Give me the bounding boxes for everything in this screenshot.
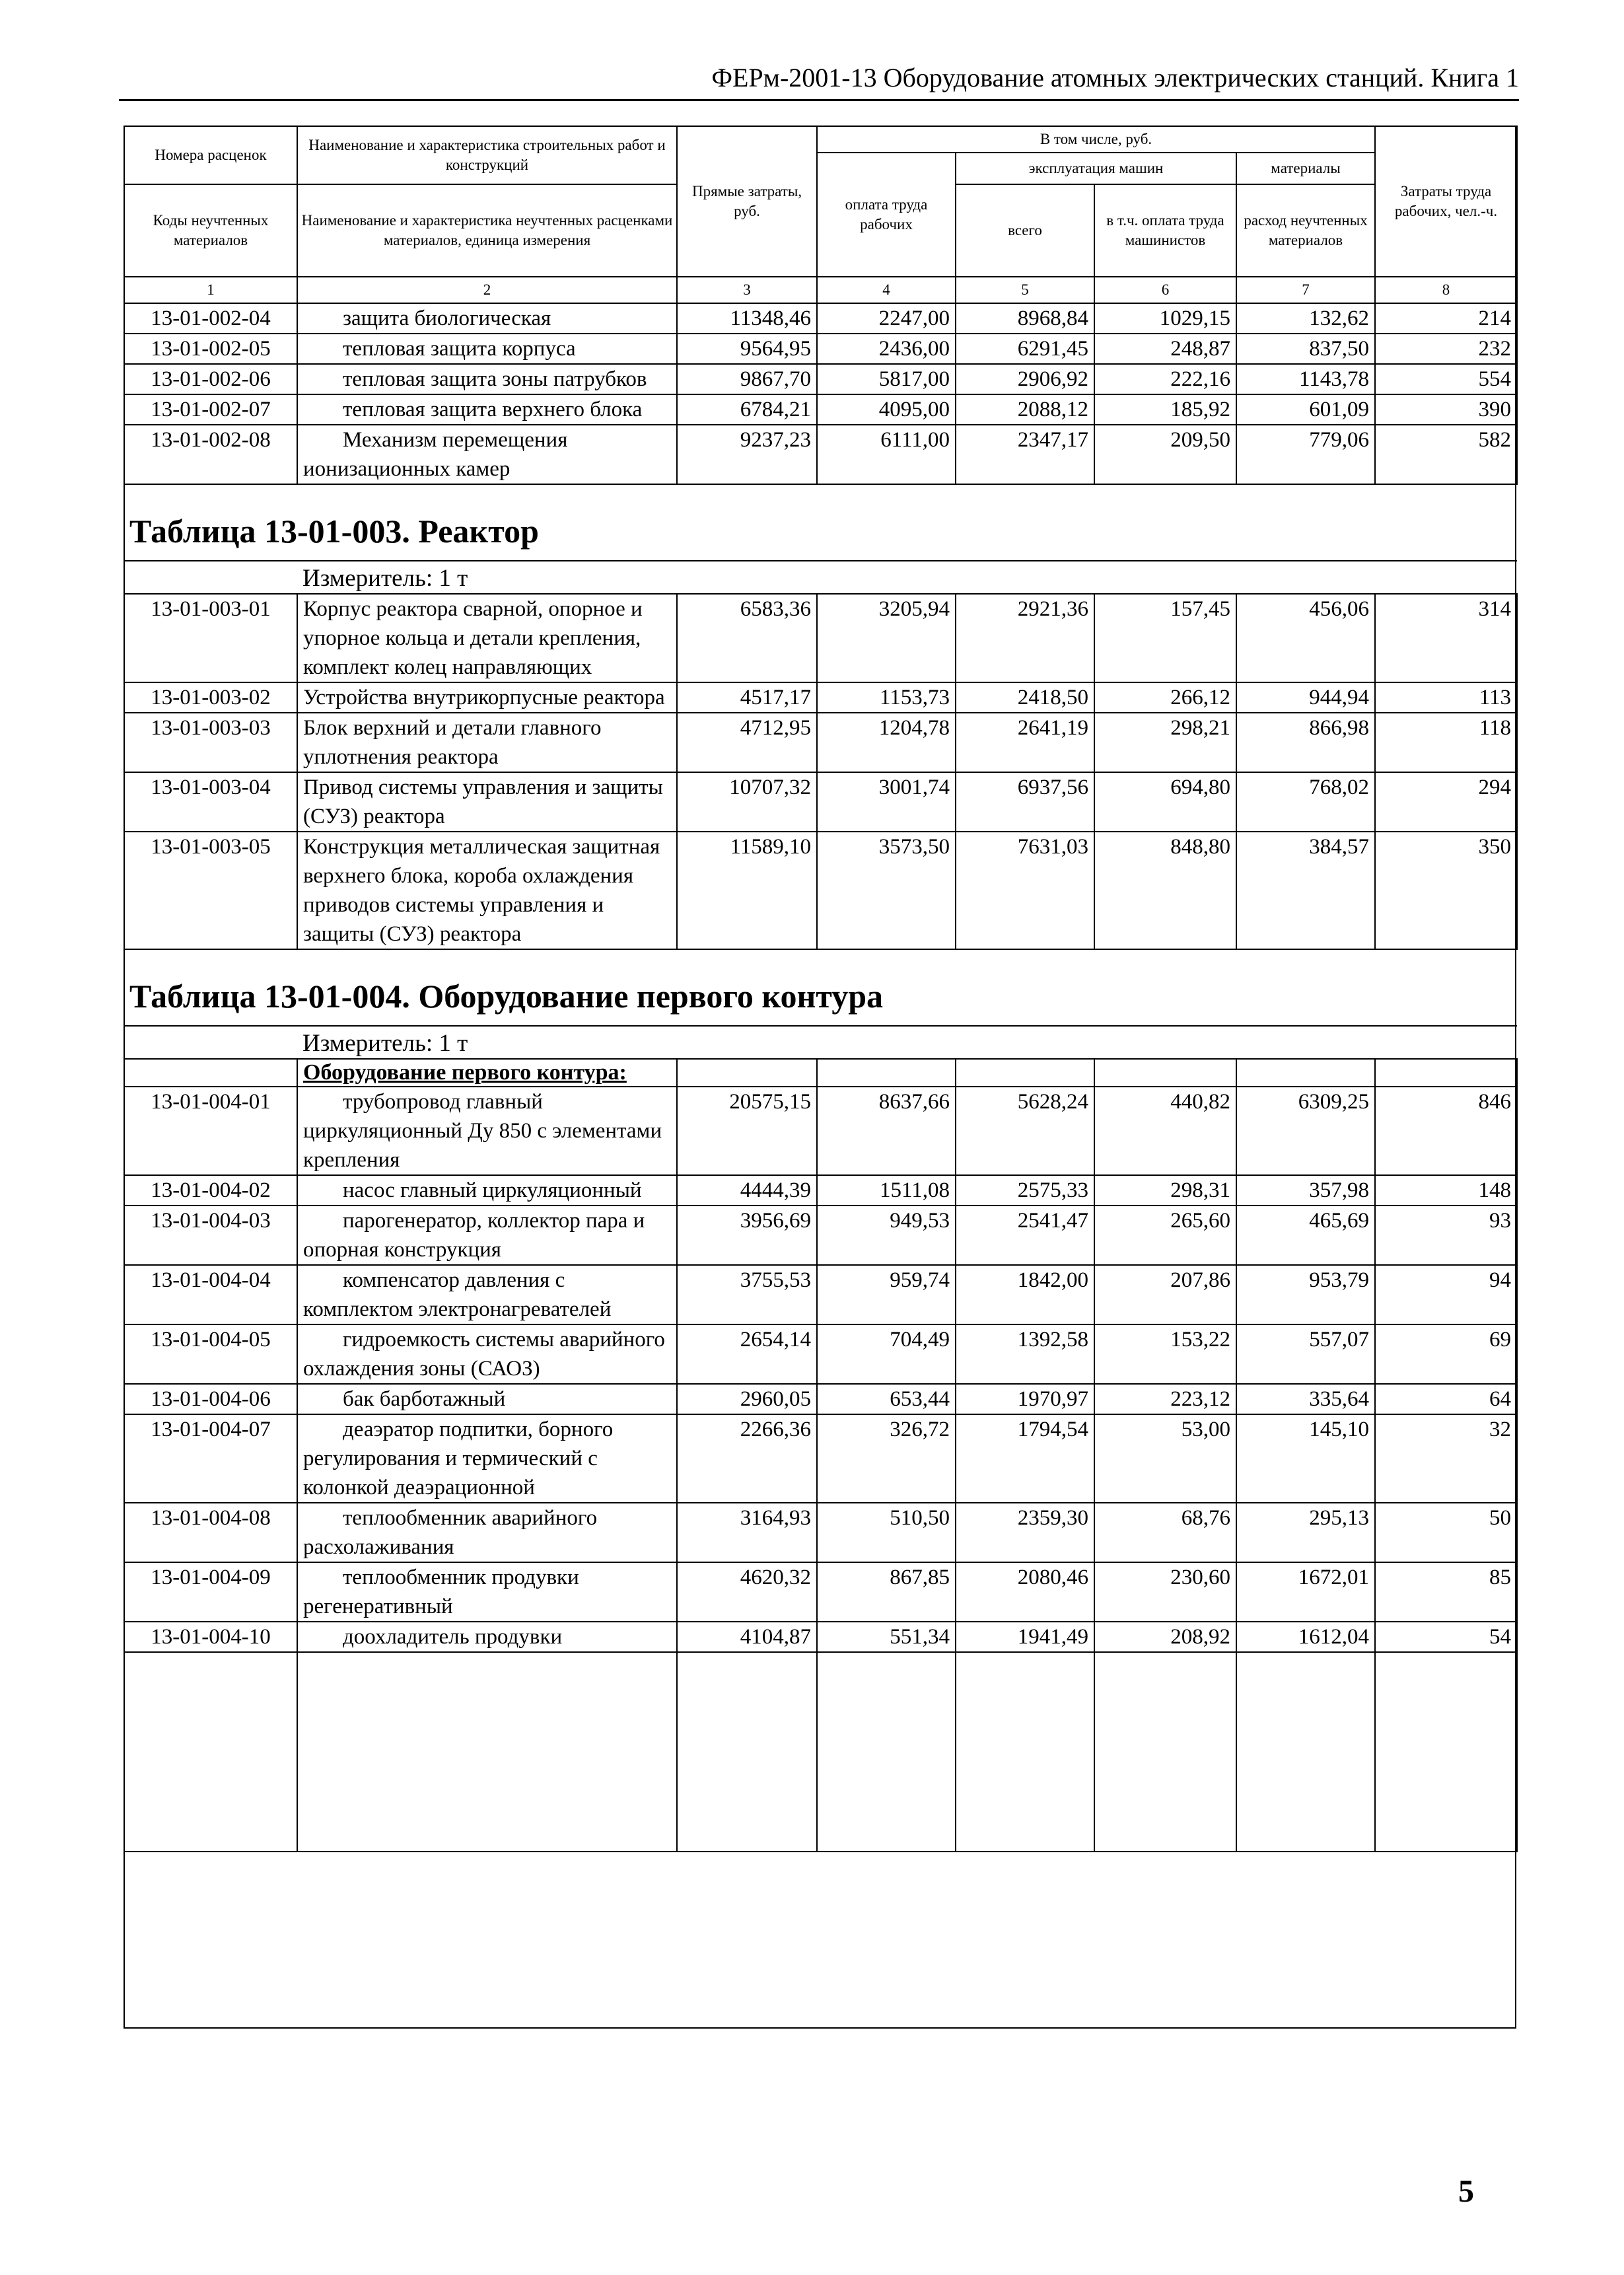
rate-code: 13-01-004-04: [124, 1265, 297, 1324]
rate-code: 13-01-004-05: [124, 1324, 297, 1384]
wages-header: оплата труда рабочих: [817, 153, 956, 277]
column-number: 6: [1094, 277, 1236, 303]
direct-cost: 9867,70: [677, 364, 817, 394]
material-cost: 384,57: [1236, 832, 1375, 949]
table-row: [124, 425, 1517, 484]
work-name: теплообменник аварийного расхолаживания: [297, 1503, 677, 1562]
table-row: [124, 1414, 1517, 1503]
rate-code: 13-01-004-02: [124, 1175, 297, 1206]
worker-wages: 1204,78: [817, 713, 956, 772]
rate-code: 13-01-004-01: [124, 1087, 297, 1175]
labor-hours: 846: [1375, 1087, 1517, 1175]
machinist-wages: 440,82: [1094, 1087, 1236, 1175]
material-cost: 357,98: [1236, 1175, 1375, 1206]
material-cost: 1612,04: [1236, 1622, 1375, 1652]
direct-cost: 11589,10: [677, 832, 817, 949]
material-cost: 1143,78: [1236, 364, 1375, 394]
machine-cost: 8968,84: [956, 303, 1094, 334]
material-cost: 944,94: [1236, 682, 1375, 713]
worker-wages: 510,50: [817, 1503, 956, 1562]
page-title: ФЕРм-2001-13 Оборудование атомных электрических станций. Книга 1: [711, 63, 1519, 92]
machinist-wages: 207,86: [1094, 1265, 1236, 1324]
machinist-wages: 266,12: [1094, 682, 1236, 713]
table-004-subhead: Оборудование первого контура:: [297, 1059, 677, 1087]
direct-cost-header: Прямые затраты, руб.: [677, 126, 817, 277]
direct-cost: 6784,21: [677, 394, 817, 425]
materials-sub-header: расход неучтенных материалов: [1236, 184, 1375, 277]
material-cost: 768,02: [1236, 772, 1375, 832]
worker-wages: 326,72: [817, 1414, 956, 1503]
table-004-meter: Измеритель: 1 т: [302, 1030, 468, 1057]
direct-cost: 4444,39: [677, 1175, 817, 1206]
table-row: [124, 682, 1517, 713]
machine-cost: 2080,46: [956, 1562, 1094, 1622]
direct-cost: 4104,87: [677, 1622, 817, 1652]
table-row: [124, 303, 1517, 334]
column-number: 3: [677, 277, 817, 303]
machine-cost: 2575,33: [956, 1175, 1094, 1206]
direct-cost: 2960,05: [677, 1384, 817, 1414]
work-name: тепловая защита верхнего блока: [297, 394, 677, 425]
labor-hours: 294: [1375, 772, 1517, 832]
machine-cost: 2359,30: [956, 1503, 1094, 1562]
work-name: Механизм перемещения ионизационных камер: [297, 425, 677, 484]
machine-cost: 1794,54: [956, 1414, 1094, 1503]
machine-cost: 1392,58: [956, 1324, 1094, 1384]
direct-cost: 9564,95: [677, 334, 817, 364]
rate-code: 13-01-004-03: [124, 1206, 297, 1265]
work-name: бак барботажный: [297, 1384, 677, 1414]
machinist-wages: 223,12: [1094, 1384, 1236, 1414]
direct-cost: 2266,36: [677, 1414, 817, 1503]
section-003-caption: [124, 484, 1517, 594]
rate-code: 13-01-002-08: [124, 425, 297, 484]
worker-wages: 5817,00: [817, 364, 956, 394]
worker-wages: 8637,66: [817, 1087, 956, 1175]
labor-hours: 554: [1375, 364, 1517, 394]
table-row: [124, 713, 1517, 772]
table-row: [124, 334, 1517, 364]
page-number: 5: [1458, 2174, 1474, 2209]
table-row: [124, 1324, 1517, 1384]
labor-hours: 32: [1375, 1414, 1517, 1503]
material-cost: 335,64: [1236, 1384, 1375, 1414]
machine-cost: 6937,56: [956, 772, 1094, 832]
machine-cost: 2347,17: [956, 425, 1094, 484]
materials-header: материалы: [1236, 153, 1375, 184]
rows-002: [124, 303, 1517, 484]
worker-wages: 949,53: [817, 1206, 956, 1265]
machinist-wages: 222,16: [1094, 364, 1236, 394]
labor-hours: 232: [1375, 334, 1517, 364]
table-003-title: Таблица 13-01-003. Реактор: [124, 484, 1517, 561]
labor-hours: 118: [1375, 713, 1517, 772]
machinist-wages: 208,92: [1094, 1622, 1236, 1652]
machinist-wages: 265,60: [1094, 1206, 1236, 1265]
table-header: [124, 126, 1517, 303]
rate-code: 13-01-003-05: [124, 832, 297, 949]
machinist-wages: 298,31: [1094, 1175, 1236, 1206]
table-004-title: Таблица 13-01-004. Оборудование первого контура: [124, 949, 1517, 1026]
column-number: 1: [124, 277, 297, 303]
table-row: [124, 1206, 1517, 1265]
labor-hours: 214: [1375, 303, 1517, 334]
material-cost: 866,98: [1236, 713, 1375, 772]
material-cost: 295,13: [1236, 1503, 1375, 1562]
worker-wages: 3205,94: [817, 594, 956, 682]
machine-cost: 2418,50: [956, 682, 1094, 713]
work-name: теплообменник продувки регенеративный: [297, 1562, 677, 1622]
rate-code: 13-01-004-06: [124, 1384, 297, 1414]
direct-cost: 9237,23: [677, 425, 817, 484]
direct-cost: 4712,95: [677, 713, 817, 772]
work-name: защита биологическая: [297, 303, 677, 334]
machinist-wages: 694,80: [1094, 772, 1236, 832]
machine-cost: 1970,97: [956, 1384, 1094, 1414]
including-header: В том числе, руб.: [817, 126, 1375, 153]
table-row: [124, 1265, 1517, 1324]
material-cost: 837,50: [1236, 334, 1375, 364]
direct-cost: 11348,46: [677, 303, 817, 334]
column-number: 4: [817, 277, 956, 303]
rate-code: 13-01-004-10: [124, 1622, 297, 1652]
machines-total-header: всего: [956, 184, 1094, 277]
labor-hours: 50: [1375, 1503, 1517, 1562]
column-number: 7: [1236, 277, 1375, 303]
machines-header: эксплуатация машин: [956, 153, 1236, 184]
work-name: тепловая защита корпуса: [297, 334, 677, 364]
machinist-wages: 53,00: [1094, 1414, 1236, 1503]
section-004-caption: [124, 949, 1517, 1087]
worker-wages: 3001,74: [817, 772, 956, 832]
machinist-wages: 1029,15: [1094, 303, 1236, 334]
column-number: 8: [1375, 277, 1517, 303]
table-row: [124, 394, 1517, 425]
labor-hours: 54: [1375, 1622, 1517, 1652]
worker-wages: 867,85: [817, 1562, 956, 1622]
worker-wages: 653,44: [817, 1384, 956, 1414]
material-cost: 465,69: [1236, 1206, 1375, 1265]
rate-code: 13-01-002-07: [124, 394, 297, 425]
table-row: [124, 1503, 1517, 1562]
col2-top-header: Наименование и характеристика строительных работ и конструкций: [297, 126, 677, 184]
work-name: насос главный циркуляционный: [297, 1175, 677, 1206]
work-name: гидроемкость системы аварийного охлаждения зоны (САОЗ): [297, 1324, 677, 1384]
estimate-table: [124, 126, 1518, 1852]
labor-hours: 113: [1375, 682, 1517, 713]
work-name: доохладитель продувки: [297, 1622, 677, 1652]
table-003-meter: Измеритель: 1 т: [302, 565, 468, 592]
work-name: Блок верхний и детали главного уплотнения реактора: [297, 713, 677, 772]
rate-code: 13-01-004-07: [124, 1414, 297, 1503]
labor-hours: 582: [1375, 425, 1517, 484]
table-row: [124, 772, 1517, 832]
machine-cost: 6291,45: [956, 334, 1094, 364]
machinist-wages: 298,21: [1094, 713, 1236, 772]
labor-header: Затраты труда рабочих, чел.-ч.: [1375, 126, 1517, 277]
direct-cost: 2654,14: [677, 1324, 817, 1384]
worker-wages: 551,34: [817, 1622, 956, 1652]
material-cost: 601,09: [1236, 394, 1375, 425]
machinist-wages: 185,92: [1094, 394, 1236, 425]
machine-cost: 1842,00: [956, 1265, 1094, 1324]
machinist-wages: 848,80: [1094, 832, 1236, 949]
rate-code: 13-01-002-04: [124, 303, 297, 334]
direct-cost: 10707,32: [677, 772, 817, 832]
column-number: 2: [297, 277, 677, 303]
direct-cost: 20575,15: [677, 1087, 817, 1175]
empty-filler-row: [124, 1652, 1517, 1852]
machinist-wages: 209,50: [1094, 425, 1236, 484]
work-name: Привод системы управления и защиты (СУЗ) реактора: [297, 772, 677, 832]
material-cost: 132,62: [1236, 303, 1375, 334]
work-name: деаэратор подпитки, борного регулирования и термический с колонкой деаэрационной: [297, 1414, 677, 1503]
work-name: Конструкция металлическая защитная верхнего блока, короба охлаждения приводов системы управления и защиты (СУЗ) реактора: [297, 832, 677, 949]
labor-hours: 314: [1375, 594, 1517, 682]
work-name: тепловая защита зоны патрубков: [297, 364, 677, 394]
work-name: трубопровод главный циркуляционный Ду 850 с элементами крепления: [297, 1087, 677, 1175]
machine-cost: 2541,47: [956, 1206, 1094, 1265]
labor-hours: 350: [1375, 832, 1517, 949]
machinist-wages: 248,87: [1094, 334, 1236, 364]
material-cost: 1672,01: [1236, 1562, 1375, 1622]
labor-hours: 69: [1375, 1324, 1517, 1384]
machine-cost: 2906,92: [956, 364, 1094, 394]
rate-code: 13-01-003-04: [124, 772, 297, 832]
rate-code: 13-01-004-08: [124, 1503, 297, 1562]
rate-code: 13-01-002-06: [124, 364, 297, 394]
worker-wages: 2436,00: [817, 334, 956, 364]
direct-cost: 3164,93: [677, 1503, 817, 1562]
machine-cost: 2921,36: [956, 594, 1094, 682]
worker-wages: 1511,08: [817, 1175, 956, 1206]
labor-hours: 93: [1375, 1206, 1517, 1265]
col2-bottom-header: Наименование и характеристика неучтенных расценками материалов, единица измерения: [297, 184, 677, 277]
rate-code: 13-01-003-02: [124, 682, 297, 713]
labor-hours: 85: [1375, 1562, 1517, 1622]
work-name: парогенератор, коллектор пара и опорная конструкция: [297, 1206, 677, 1265]
labor-hours: 64: [1375, 1384, 1517, 1414]
work-name: компенсатор давления с комплектом электронагревателей: [297, 1265, 677, 1324]
table-row: [124, 1384, 1517, 1414]
direct-cost: 4517,17: [677, 682, 817, 713]
table-row: [124, 832, 1517, 949]
labor-hours: 94: [1375, 1265, 1517, 1324]
worker-wages: 959,74: [817, 1265, 956, 1324]
table-row: [124, 1622, 1517, 1652]
machinist-wages: 153,22: [1094, 1324, 1236, 1384]
worker-wages: 1153,73: [817, 682, 956, 713]
direct-cost: 6583,36: [677, 594, 817, 682]
direct-cost: 3755,53: [677, 1265, 817, 1324]
title-rule: [119, 99, 1519, 101]
work-name: Устройства внутрикорпусные реактора: [297, 682, 677, 713]
rate-code: 13-01-003-01: [124, 594, 297, 682]
material-cost: 557,07: [1236, 1324, 1375, 1384]
machine-cost: 2641,19: [956, 713, 1094, 772]
rate-code: 13-01-003-03: [124, 713, 297, 772]
machine-cost: 1941,49: [956, 1622, 1094, 1652]
material-cost: 6309,25: [1236, 1087, 1375, 1175]
table-row: [124, 1087, 1517, 1175]
rate-code: 13-01-004-09: [124, 1562, 297, 1622]
material-cost: 779,06: [1236, 425, 1375, 484]
worker-wages: 704,49: [817, 1324, 956, 1384]
rate-code: 13-01-002-05: [124, 334, 297, 364]
table-row: [124, 1562, 1517, 1622]
labor-hours: 390: [1375, 394, 1517, 425]
material-cost: 456,06: [1236, 594, 1375, 682]
worker-wages: 4095,00: [817, 394, 956, 425]
labor-hours: 148: [1375, 1175, 1517, 1206]
column-number: 5: [956, 277, 1094, 303]
machinist-wages: 68,76: [1094, 1503, 1236, 1562]
machine-cost: 5628,24: [956, 1087, 1094, 1175]
machine-cost: 2088,12: [956, 394, 1094, 425]
work-name: Корпус реактора сварной, опорное и упорное кольца и детали крепления, комплект колец направляющих: [297, 594, 677, 682]
direct-cost: 4620,32: [677, 1562, 817, 1622]
material-cost: 953,79: [1236, 1265, 1375, 1324]
table-row: [124, 1175, 1517, 1206]
direct-cost: 3956,69: [677, 1206, 817, 1265]
machine-wages-header: в т.ч. оплата труда машинистов: [1094, 184, 1236, 277]
worker-wages: 3573,50: [817, 832, 956, 949]
table-row: [124, 594, 1517, 682]
machinist-wages: 157,45: [1094, 594, 1236, 682]
machinist-wages: 230,60: [1094, 1562, 1236, 1622]
material-cost: 145,10: [1236, 1414, 1375, 1503]
column-number-row: [124, 277, 1517, 303]
table-row: [124, 364, 1517, 394]
rows-003: [124, 594, 1517, 949]
worker-wages: 6111,00: [817, 425, 956, 484]
machine-cost: 7631,03: [956, 832, 1094, 949]
col1-top-header: Номера расценок: [124, 126, 297, 184]
rows-004: [124, 1087, 1517, 1652]
worker-wages: 2247,00: [817, 303, 956, 334]
col1-bottom-header: Коды неучтенных материалов: [124, 184, 297, 277]
